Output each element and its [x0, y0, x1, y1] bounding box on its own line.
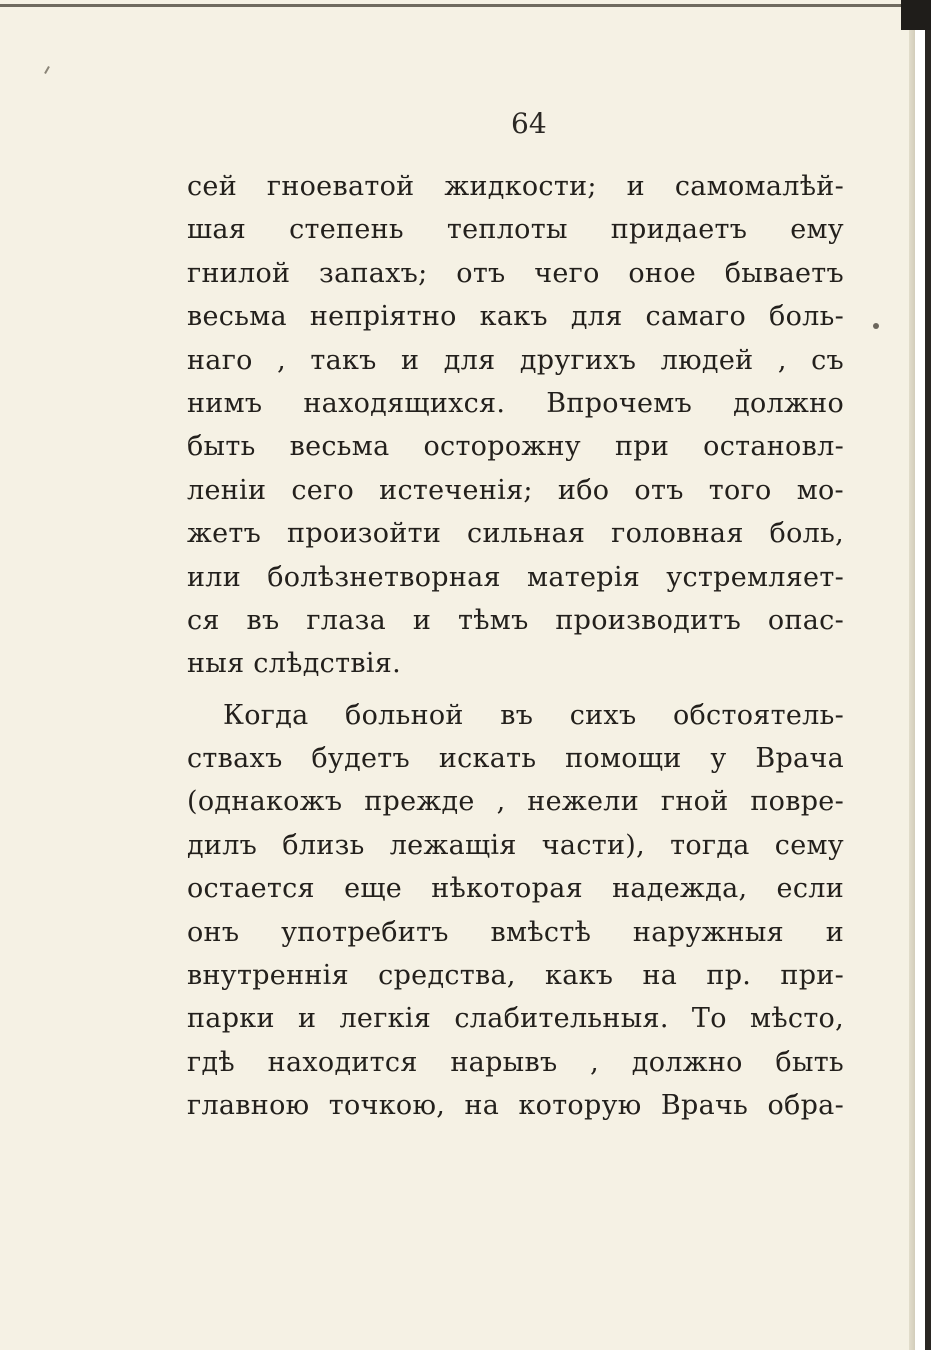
- text-line: весьма непріятно какъ для самаго боль-: [187, 301, 844, 333]
- text-line: ныя слѣдствія.: [187, 648, 401, 680]
- text-line: леніи сего истеченія; ибо отъ того мо-: [187, 474, 844, 506]
- text-line: наго , такъ и для другихъ людей , съ: [187, 344, 844, 376]
- text-line: сей гноеватой жидкости; и самомалѣй-: [187, 171, 844, 202]
- top-edge-rule: [0, 4, 905, 7]
- paper-mark: [44, 66, 50, 74]
- text-line: остается еще нѣкоторая надежда, если: [187, 873, 844, 905]
- text-line: онъ употребитъ вмѣстѣ наружныя и: [187, 916, 844, 948]
- text-line: шая степень теплоты придаетъ ему: [187, 214, 844, 246]
- text-line: быть весьма осторожну при остановл-: [187, 431, 844, 463]
- paragraph-2: [187, 694, 844, 1128]
- text-line: ся въ глаза и тѣмъ производитъ опас-: [187, 604, 844, 636]
- text-line: гнилой запахъ; отъ чего оное бываетъ: [187, 257, 844, 289]
- body-text: [187, 165, 844, 1128]
- text-line: Когда больной въ сихъ обстоятель-: [223, 699, 844, 731]
- ink-speck: [873, 323, 879, 329]
- text-line: главною точкою, на которую Врачь обра-: [187, 1090, 844, 1122]
- text-line: внутреннія средства, какъ на пр. при-: [187, 960, 844, 992]
- paragraph-gap: [187, 686, 844, 694]
- text-line: нимъ находящихся. Впрочемъ должно: [187, 387, 844, 419]
- page-number: 64: [511, 107, 547, 140]
- text-line: гдѣ находится нарывъ , должно быть: [187, 1046, 844, 1078]
- page-edge-highlight: [915, 0, 925, 1350]
- text-line: жетъ произойти сильная головная боль,: [187, 518, 844, 550]
- paragraph-1: [187, 165, 844, 686]
- text-line: или болѣзнетворная матерія устремляет-: [187, 561, 844, 593]
- text-line: парки и легкія слабительныя. То мѣсто,: [187, 1003, 844, 1035]
- text-line: (однакожъ прежде , нежели гной повре-: [187, 786, 844, 818]
- text-line: ствахъ будетъ искать помощи у Врача: [187, 743, 844, 775]
- text-line: дилъ близь лежащія части), тогда сему: [187, 829, 844, 861]
- scan-corner-mark: [901, 0, 931, 30]
